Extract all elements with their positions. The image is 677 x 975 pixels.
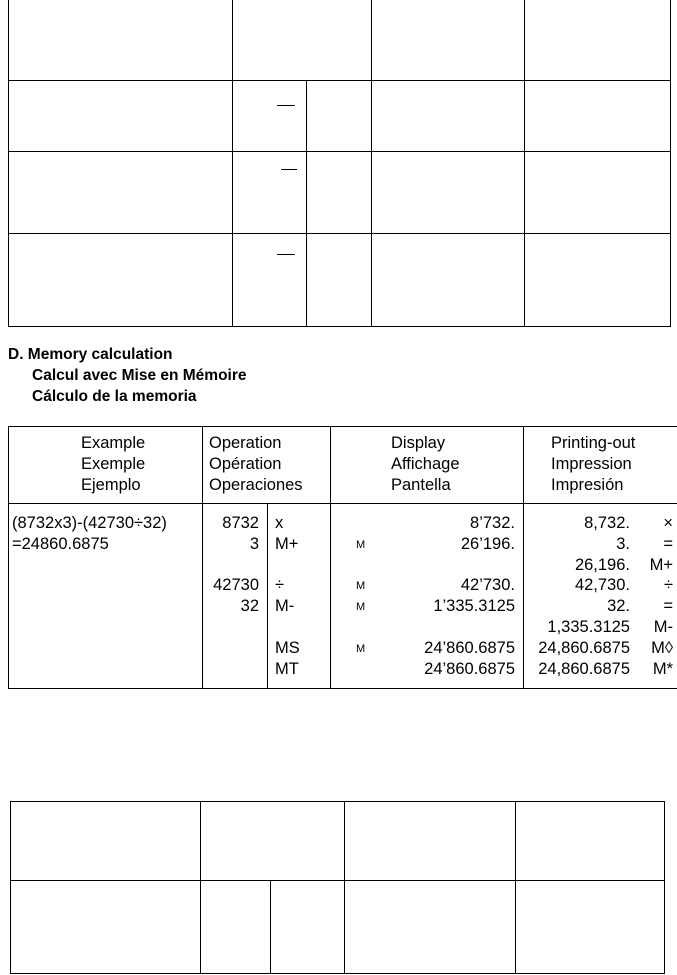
header-operation-en: Operation: [209, 434, 282, 452]
operation-key: ÷: [275, 576, 285, 595]
print-symbol: ×: [663, 514, 673, 532]
print-symbol: =: [663, 597, 673, 616]
header-operation-fr: Opération: [209, 455, 282, 473]
print-symbol: M*: [652, 659, 673, 678]
memory-indicator: M: [356, 642, 366, 655]
header-example-es: Ejemplo: [81, 476, 141, 494]
print-symbol: =: [663, 534, 673, 553]
print-value: 26,196.: [574, 555, 630, 574]
header-display: [391, 433, 460, 496]
print-value: 24,860.6875: [538, 638, 630, 657]
print-value: 8,732.: [584, 514, 630, 532]
header-display-es: Pantella: [391, 476, 451, 494]
header-operation-es: Operaciones: [209, 476, 303, 494]
operation-number: 42730: [213, 576, 259, 595]
minus-mark: [281, 169, 297, 170]
print-symbol: M-: [653, 618, 673, 636]
header-operation: [209, 433, 303, 496]
print-value: 1,335.3125: [547, 618, 630, 636]
display-value: 24’860.6875: [424, 659, 515, 678]
operation-key: MT: [275, 659, 299, 678]
top-empty-table: [8, 0, 671, 327]
header-printing-es: Impresión: [551, 476, 624, 494]
operation-key: M+: [275, 534, 299, 553]
header-example-fr: Exemple: [81, 455, 146, 473]
minus-mark: [277, 254, 295, 255]
print-value: 24,860.6875: [538, 659, 630, 678]
operation-key: MS: [275, 638, 300, 657]
operation-key: M-: [275, 597, 295, 616]
print-symbol: ÷: [663, 576, 673, 595]
header-display-en: Display: [391, 434, 446, 452]
print-value: 32.: [607, 597, 630, 616]
print-value: 42,730.: [574, 576, 630, 595]
print-symbol: M◊: [651, 638, 673, 657]
section-heading: [8, 344, 247, 407]
memory-indicator: M: [356, 538, 366, 551]
minus-mark: [277, 105, 295, 106]
print-value: 3.: [616, 534, 630, 553]
header-example-en: Example: [81, 434, 146, 452]
memory-calculation-table: [8, 426, 677, 689]
display-value: 8’732.: [470, 514, 515, 532]
display-value: 42’730.: [460, 576, 515, 595]
bottom-empty-table: [10, 801, 665, 974]
display-value: 1’335.3125: [433, 597, 515, 616]
header-display-fr: Affichage: [391, 455, 460, 473]
header-printing-fr: Impression: [551, 455, 632, 473]
section-subtitle-fr: Calcul avec Mise en Mémoire: [32, 367, 247, 384]
print-symbol: M+: [649, 555, 673, 574]
operation-number: 8732: [222, 514, 259, 532]
header-example: [81, 433, 145, 496]
header-printing-en: Printing-out: [551, 434, 636, 452]
display-value: 24’860.6875: [424, 638, 515, 657]
display-value: 26’196.: [460, 534, 515, 553]
section-title: D. Memory calculation: [8, 346, 173, 363]
example-expression: (8732x3)-(42730÷32): [12, 514, 167, 532]
operation-number: 32: [240, 597, 259, 616]
section-subtitle-es: Cálculo de la memoria: [32, 388, 197, 405]
memory-indicator: M: [356, 601, 366, 614]
operation-key: x: [275, 514, 284, 532]
example-result: =24860.6875: [12, 535, 109, 553]
memory-indicator: M: [356, 580, 366, 593]
header-printing: [551, 433, 635, 496]
operation-number: 3: [249, 534, 259, 553]
